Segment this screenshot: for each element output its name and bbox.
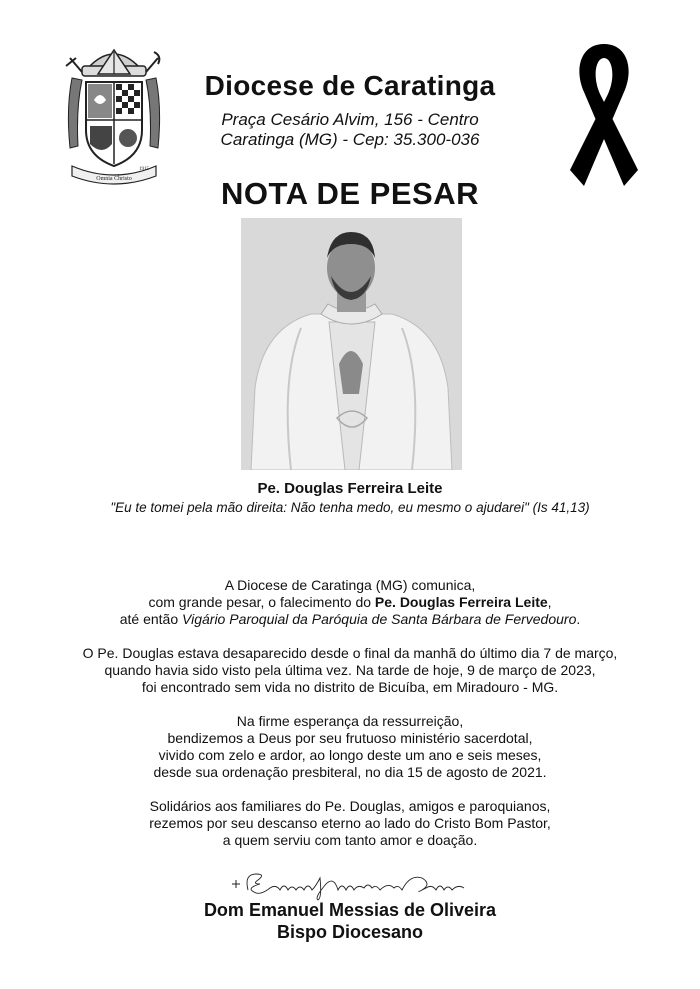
paragraph-prayer — [40, 798, 660, 849]
body-text-span: , — [547, 594, 552, 610]
body-line: desde sua ordenação presbiteral, no dia 15 de agosto de 2021. — [153, 764, 547, 780]
org-address — [180, 110, 520, 150]
address-line-1: Praça Cesário Alvim, 156 - Centro — [221, 110, 479, 129]
body-text-span: até então — [119, 611, 183, 627]
body-line: Solidários aos familiares do Pe. Douglas, amigos e paroquianos, — [149, 798, 551, 814]
body-text-span: . — [576, 611, 581, 627]
body-line: foi encontrado sem vida no distrito de Bicuíba, em Miradouro - MG. — [141, 679, 559, 695]
signer-name: Dom Emanuel Messias de Oliveira — [203, 900, 497, 920]
notice-body — [40, 577, 660, 866]
body-line: A Diocese de Caratinga (MG) comunica, — [224, 577, 476, 593]
notice-title: NOTA DE PESAR — [221, 176, 479, 211]
body-line: vivido com zelo e ardor, ao longo deste um ano e seis meses, — [158, 747, 542, 763]
bible-verse: "Eu te tomei pela mão direita: Não tenha medo, eu mesmo o ajudarei" (Is 41,13) — [110, 500, 590, 515]
body-line: quando havia sido visto pela última vez. Na tarde de hoje, 9 de março de 2023, — [104, 662, 596, 678]
paragraph-ministry — [40, 713, 660, 781]
body-line: a quem serviu com tanto amor e doação. — [222, 832, 478, 848]
diocese-coat-of-arms-icon — [58, 38, 170, 188]
body-line: Na firme esperança da ressurreição, — [236, 713, 464, 729]
deceased-name: Pe. Douglas Ferreira Leite — [257, 480, 443, 497]
body-line: O Pe. Douglas estava desaparecido desde o final da manhã do último dia 7 de março, — [82, 645, 618, 661]
crest-year: 1915 — [139, 167, 149, 172]
mourning-ribbon-icon — [566, 40, 642, 186]
paragraph-circumstances — [40, 645, 660, 696]
org-title: Diocese de Caratinga — [204, 70, 496, 101]
signer-title: Bispo Diocesano — [276, 922, 424, 942]
address-line-2: Caratinga (MG) - Cep: 35.300-036 — [220, 130, 480, 149]
body-text-span: com grande pesar, o falecimento do — [148, 594, 375, 610]
paragraph-announcement — [40, 577, 660, 628]
body-role-italic: Vigário Paroquial da Paróquia de Santa Bárbara de Fervedouro — [182, 611, 577, 627]
body-line — [40, 611, 660, 628]
body-line — [40, 594, 660, 611]
handwritten-signature — [226, 868, 476, 902]
portrait-photo — [241, 218, 462, 470]
body-line: rezemos por seu descanso eterno ao lado do Cristo Bom Pastor, — [149, 815, 551, 831]
body-name-bold: Pe. Douglas Ferreira Leite — [374, 594, 548, 610]
crest-motto: Omnia Christo — [96, 176, 132, 182]
body-line: bendizemos a Deus por seu frutuoso ministério sacerdotal, — [167, 730, 533, 746]
